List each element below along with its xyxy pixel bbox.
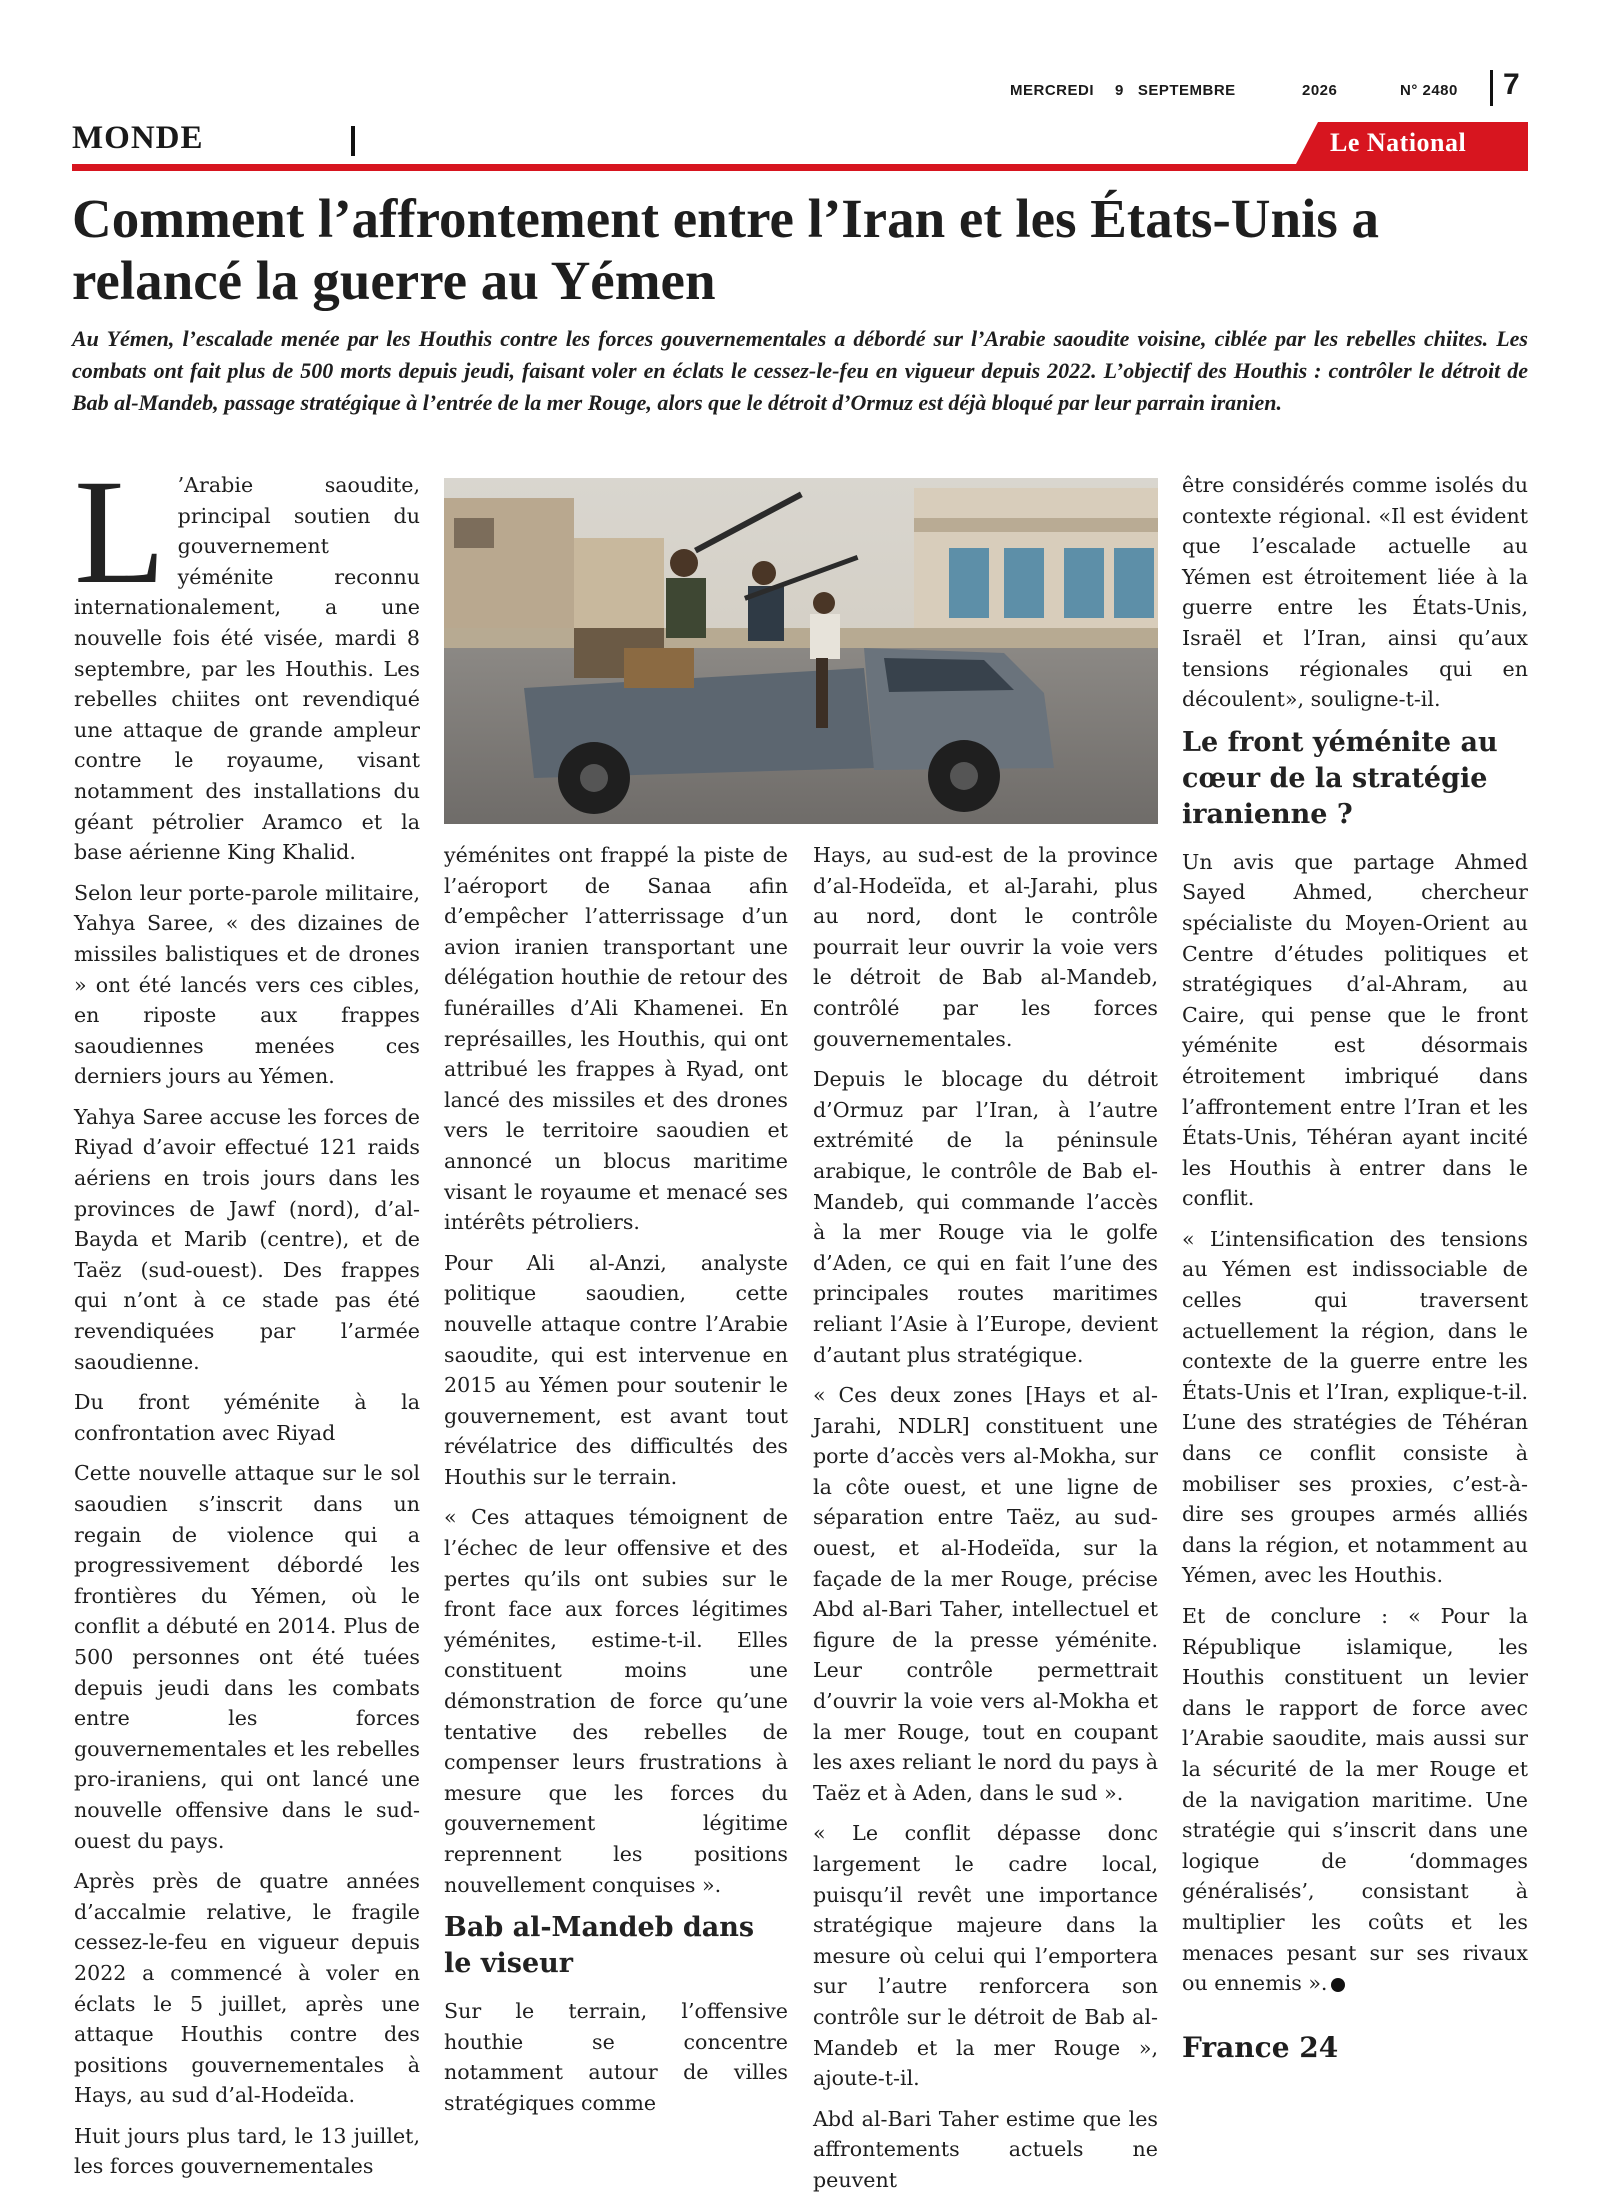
paragraph: être considérés comme isolés du contexte régional. «Il est évident que l’escalade actuelle au Yémen est étroitement liée à la guerre entre les États-Unis, Israël et l’Iran, ainsi qu’aux tensions régionales qui en découlent», souligne-t-il. — [1182, 473, 1528, 712]
paragraph: Hays, au sud-est de la province d’al-Hodeïda, et al-Jarahi, plus au nord, dont le contrôle pourrait leur ouvrir la voie vers le détroit de Bab al-Mandeb, contrôlé par les forces gouvernementales. — [813, 843, 1158, 1051]
article-column-3 — [813, 840, 1158, 2206]
paragraph: « Ces deux zones [Hays et al-Jarahi, NDLR] constituent une porte d’accès vers al-Mokha, sur la côte ouest, et une ligne de séparation entre Taëz, au sud-ouest, et al-Hodeïda, sur la façade de la mer Rouge, précise Abd al-Bari Taher, intellectuel et figure de la presse yéménite. Leur contrôle permettrait d’ouvrir la voie vers al-Mokha et la mer Rouge, tout en coupant les axes reliant le nord du pays à Taëz et à Aden, dans le sud ». — [813, 1383, 1158, 1805]
article-column-4 — [1182, 470, 1528, 2063]
paragraph: Pour Ali al-Anzi, analyste politique saoudien, cette nouvelle attaque contre l’Arabie saoudite, qui est intervenue en 2015 au Yémen pour soutenir le gouvernement, est avant tout révélatrice des difficultés des Houthis sur le terrain. — [444, 1250, 788, 1489]
header-rule — [72, 164, 1528, 171]
paragraph: Abd al-Bari Taher estime que les affrontements actuels ne peuvent — [813, 2106, 1158, 2192]
paragraph: ’Arabie saoudite, principal soutien du gouvernement yéménite reconnu internationalement, a une nouvelle fois été visée, mardi 8 septembre, par les Houthis. Les rebelles chiites ont revendiqué une attaque de grande ampleur contre le royaume, visant notamment des installations du géant pétrolier Aramco et la base aérienne King Khalid. — [74, 473, 420, 865]
paragraph: Depuis le blocage du détroit d’Ormuz par l’Iran, à l’autre extrémité de la péninsule arabique, le contrôle de Bab el-Mandeb, qui commande l’accès à la mer Rouge via le golfe d’Aden, ce qui en fait l’une des principales routes maritimes reliant l’Asie à l’Europe, devient d’autant plus stratégique. — [813, 1067, 1158, 1367]
paragraph: Selon leur porte-parole militaire, Yahya Saree, « des dizaines de missiles balistiques et de drones » ont été lancés vers ces cibles, en riposte aux frappes saoudiennes menées ces derniers jours au Yémen. — [74, 880, 420, 1089]
article-column-2 — [444, 840, 788, 2129]
paragraph: « L’intensification des tensions au Yémen est indissociable de celles qui traversent actuellement la région, dans le contexte de la guerre entre les États-Unis et l’Iran, explique-t-il. L’une des stratégies de Téhéran dans ce conflit consiste à mobiliser ses proxies, c’est-à-dire ses groupes armés alliés dans la région, et notamment au Yémen, avec les Houthis. — [1182, 1226, 1528, 1588]
paragraph: Et de conclure : « Pour la République islamique, les Houthis constituent un levier dans le rapport de force avec l’Arabie saoudite, mais aussi sur la sécurité de la mer Rouge et de la navigation maritime. Une stratégie qui s’inscrit dans une logique de ‘dommages généralisés’, consistant à multiplier les coûts et les menaces pesant sur ses rivaux ou ennemis ». — [1182, 1604, 1528, 1996]
paragraph: Sur le terrain, l’offensive houthie se concentre notamment autour de villes stratégiques comme — [444, 1999, 788, 2115]
page-number-divider — [1490, 70, 1493, 106]
section-divider — [351, 126, 355, 156]
subheading: Bab al-Mandeb dans le viseur — [444, 1912, 755, 1980]
date-weekday: MERCREDI — [1010, 82, 1095, 99]
paragraph: Après près de quatre années d’accalmie relative, le fragile cessez-le-feu en vigueur depuis 2022 a commencé à voler en éclats le 5 juillet, après une attaque Houthis contre des positions gouvernementales à Hays, au sud d’al-Hodeïda. — [74, 1869, 420, 2108]
subheading: Le front yéménite au cœur de la stratégie iranienne ? — [1182, 726, 1498, 830]
article-photo — [444, 478, 1158, 824]
issue-number: N° 2480 — [1400, 82, 1458, 99]
paragraph: Huit jours plus tard, le 13 juillet, les forces gouvernementales — [74, 2123, 420, 2179]
inline-subhead: Du front yéménite à la confrontation avec Riyad — [74, 1390, 420, 1445]
paragraph: Un avis que partage Ahmed Sayed Ahmed, chercheur spécialiste du Moyen-Orient au Centre d’études politiques et stratégiques d’al-Ahram, au Caire, qui pense que le front yéménite est désormais étroitement imbriqué dans l’affrontement entre l’Iran et les États-Unis, Téhéran ayant incité les Houthis à entrer dans le conflit. — [1182, 849, 1528, 1211]
page-number: 7 — [1503, 68, 1520, 101]
brand-name: Le National — [1330, 128, 1467, 157]
section-label: MONDE — [72, 120, 204, 156]
paragraph: « Le conflit dépasse donc largement le cadre local, puisqu’il revêt une importance stratégique majeure dans la mesure où celui qui l’emportera sur l’autre renforcera son contrôle sur le détroit de Bab al-Mandeb et la mer Rouge », ajoute-t-il. — [813, 1821, 1158, 2091]
date-year: 2026 — [1302, 82, 1338, 99]
paragraph: « Ces attaques témoignent de l’échec de leur offensive et des pertes qu’ils ont subies sur le front face aux forces légitimes yéménites, estime-t-il. Elles constituent moins une démonstration de force qu’une tentative des rebelles de compenser leurs frustrations à mesure que les forces du gouvernement légitime reprennent les positions nouvellement conquises ». — [444, 1505, 788, 1897]
article-lede: Au Yémen, l’escalade menée par les Houthis contre les forces gouvernementales a débordé sur l’Arabie saoudite voisine, ciblée par les rebelles chiites. Les combats ont fait plus de 500 morts depuis jeudi, faisant voler en éclats le cessez-le-feu en vigueur depuis 2022. L’objectif des Houthis : contrôler le détroit de Bab al-Mandeb, passage stratégique à l’entrée de la mer Rouge, alors que le détroit d’Ormuz est déjà bloqué par leur parrain iranien. — [72, 326, 1528, 415]
source-credit: France 24 — [1182, 2030, 1339, 2064]
article-title: Comment l’affrontement entre l’Iran et les États-Unis a relancé la guerre au Yémen — [72, 188, 1380, 311]
paragraph: Cette nouvelle attaque sur le sol saoudien s’inscrit dans un regain de violence qui a progressivement débordé les frontières du Yémen, où le conflit a débuté en 2014. Plus de 500 personnes ont été tuées depuis jeudi dans les combats entre les forces gouvernementales et les rebelles pro-iraniens, qui ont lancé une nouvelle offensive dans le sud-ouest du pays. — [74, 1461, 420, 1853]
article-column-1 — [74, 449, 420, 2192]
date-day-month: 9 SEPTEMBRE — [1115, 82, 1236, 99]
paragraph: Yahya Saree accuse les forces de Riyad d’avoir effectué 121 raids aériens en trois jours dans les provinces de Jawf (nord), d’al-Bayda et Marib (centre), et de Taëz (sud-ouest). Des frappes qui n’ont à ce stade pas été revendiquées par l’armée saoudienne. — [74, 1104, 420, 1374]
drop-cap: L — [74, 449, 166, 615]
end-mark-icon — [1331, 1978, 1345, 1992]
paragraph: yéménites ont frappé la piste de l’aéroport de Sanaa afin d’empêcher l’atterrissage d’un avion iranien transportant une délégation houthie de retour des funérailles d’Ali Khamenei. En représailles, les Houthis, qui ont attribué les frappes à Ryad, ont lancé des missiles et des drones vers le territoire saoudien et annoncé un blocus maritime visant le royaume et menacé ses intérêts pétroliers. — [444, 843, 788, 1235]
